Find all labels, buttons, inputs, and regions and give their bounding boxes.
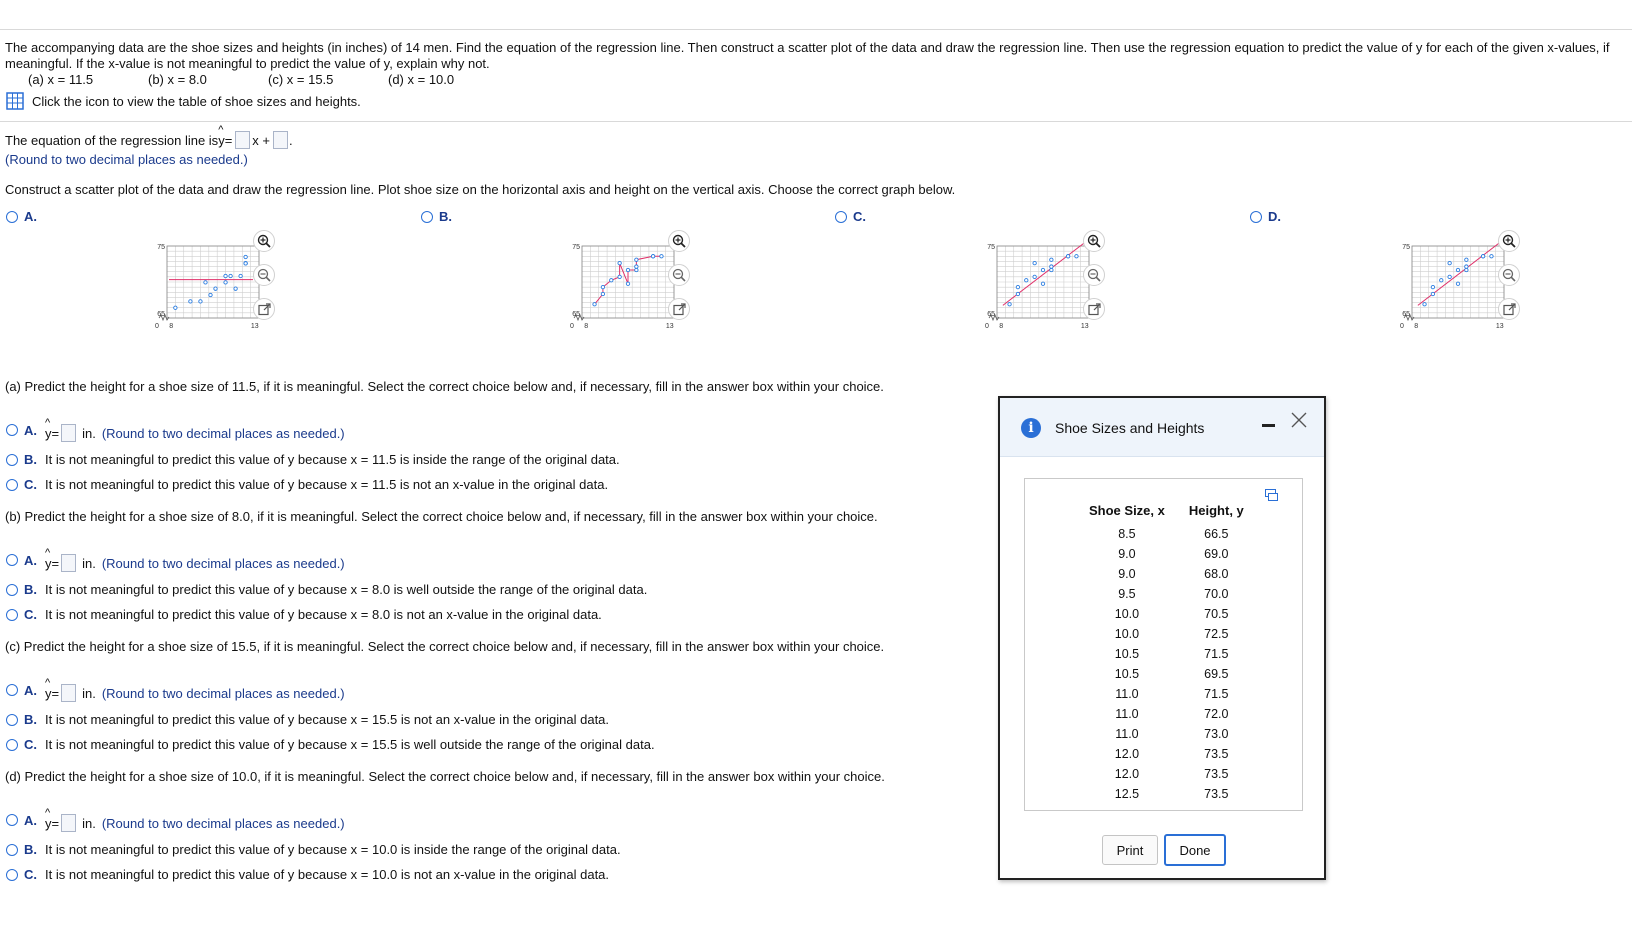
option-letter-a: A. <box>24 209 37 224</box>
question-prompt: (d) Predict the height for a shoe size of 10.0, if it is meaningful. Select the correct choice below and, if necessary, fill in the answer box within your choice. <box>5 769 885 784</box>
cell-y: 73.5 <box>1204 787 1229 801</box>
tick-label-x0: 0 <box>570 323 574 330</box>
radio-d[interactable] <box>1250 211 1262 223</box>
choice-c-text: It is not meaningful to predict this value of y because x = 10.0 is not an x-value in the original data. <box>45 867 610 882</box>
regression-equation <box>5 131 293 149</box>
option-letter-d: D. <box>1268 209 1281 224</box>
regression-yhat: ^ y <box>218 133 225 148</box>
question-prompt: (b) Predict the height for a shoe size of 8.0, if it is meaningful. Select the correct choice below and, if necessary, fill in the answer box within your choice. <box>5 509 878 524</box>
table-row <box>1077 684 1256 704</box>
data-point <box>1016 285 1019 288</box>
col-header-x: Shoe Size, x <box>1089 503 1165 518</box>
choice-c[interactable] <box>6 607 602 622</box>
cell-y: 73.5 <box>1204 767 1229 781</box>
data-point <box>635 258 638 261</box>
data-point <box>635 268 638 271</box>
data-point <box>1041 268 1044 271</box>
choice-a[interactable] <box>6 418 345 442</box>
choice-c-radio[interactable] <box>6 479 18 491</box>
table-link-row[interactable] <box>6 92 361 110</box>
cell-x: 10.0 <box>1114 627 1140 641</box>
choice-c[interactable] <box>6 477 608 492</box>
data-point <box>1456 268 1459 271</box>
tick-label-ymax: 75 <box>987 244 995 251</box>
choice-c[interactable] <box>6 867 609 882</box>
table-row <box>1077 764 1256 784</box>
choice-a-eq: = <box>51 685 60 701</box>
question-prompt: (a) Predict the height for a shoe size of 11.5, if it is meaningful. Select the correct choice below and, if necessary, fill in the answer box within your choice. <box>5 379 884 394</box>
data-point <box>204 281 207 284</box>
data-point <box>1025 279 1028 282</box>
cell-x: 11.0 <box>1115 727 1139 741</box>
answer-input[interactable] <box>61 684 76 702</box>
section-divider <box>0 121 1632 122</box>
data-point <box>601 285 604 288</box>
scatter-prompt: Construct a scatter plot of the data and draw the regression line. Plot shoe size on the horizontal axis and height on the vertical axis. Choose the correct graph below. <box>5 182 956 197</box>
cell-x: 11.0 <box>1115 707 1139 721</box>
data-point <box>660 255 663 258</box>
choice-a-letter: A. <box>24 552 37 568</box>
choice-a[interactable] <box>6 678 345 702</box>
cell-x: 12.0 <box>1114 767 1140 781</box>
data-point <box>1465 265 1468 268</box>
data-point <box>635 265 638 268</box>
answer-input[interactable] <box>61 424 76 442</box>
choice-b-letter: B. <box>24 712 37 727</box>
regression-prefix: The equation of the regression line is <box>5 132 219 148</box>
data-point <box>1033 261 1036 264</box>
choice-a-letter: A. <box>24 422 37 438</box>
choice-b-letter: B. <box>24 842 37 857</box>
question-prompt: (c) Predict the height for a shoe size of 15.5, if it is meaningful. Select the correct choice below and, if necessary, fill in the answer box within your choice. <box>5 639 885 654</box>
cell-y: 72.0 <box>1204 707 1229 721</box>
data-point <box>229 274 232 277</box>
choice-b-letter: B. <box>24 582 37 597</box>
close-icon[interactable] <box>1291 412 1307 428</box>
zoom-out-icon[interactable] <box>1083 264 1105 286</box>
choice-c-radio[interactable] <box>6 739 18 751</box>
choice-c-radio[interactable] <box>6 609 18 621</box>
choice-a-radio[interactable] <box>6 554 18 566</box>
choice-b[interactable] <box>6 842 621 857</box>
table-row <box>1077 744 1256 764</box>
choice-a-yhat: ^ y <box>45 556 52 571</box>
table-row <box>1077 644 1256 664</box>
tick-label-ymax: 75 <box>1402 244 1410 251</box>
radio-b[interactable] <box>421 211 433 223</box>
scatter-graph-c <box>970 236 1130 356</box>
data-point <box>1465 268 1468 271</box>
choice-c-letter: C. <box>24 737 37 752</box>
choice-b-text: It is not meaningful to predict this value of y because x = 11.5 is inside the range of the original data. <box>45 452 620 467</box>
tick-label-x13: 13 <box>1495 323 1504 330</box>
choice-a-radio[interactable] <box>6 424 18 436</box>
data-point <box>1075 255 1078 258</box>
choice-a-radio[interactable] <box>6 814 18 826</box>
popout-icon[interactable] <box>253 298 275 320</box>
answer-input[interactable] <box>61 814 76 832</box>
choice-a-hint: (Round to two decimal places as needed.) <box>101 555 345 571</box>
table-row <box>1077 604 1256 624</box>
table-row <box>1077 724 1256 744</box>
tick-label-ymin: 65 <box>987 311 995 318</box>
data-point <box>234 287 237 290</box>
choice-b-text: It is not meaningful to predict this value of y because x = 8.0 is well outside the range of the original data. <box>45 582 648 597</box>
data-point <box>601 292 604 295</box>
choice-a-suffix: in. <box>82 555 96 571</box>
table-row <box>1077 664 1256 684</box>
dialog-table-frame <box>1024 478 1303 811</box>
choice-c-text: It is not meaningful to predict this value of y because x = 11.5 is not an x-value in the original data. <box>45 477 609 492</box>
choice-b-text: It is not meaningful to predict this value of y because x = 10.0 is inside the range of the original data. <box>45 842 621 857</box>
regression-mid: x + <box>252 132 270 148</box>
cell-x: 11.0 <box>1115 687 1139 701</box>
scatter-graph-b <box>555 236 715 356</box>
cell-y: 70.5 <box>1204 607 1229 621</box>
tick-label-x8: 8 <box>169 323 174 330</box>
data-point <box>1016 292 1019 295</box>
cell-y: 71.5 <box>1204 647 1229 661</box>
data-point <box>1465 258 1468 261</box>
tick-label-x13: 13 <box>1080 323 1089 330</box>
dialog-header[interactable] <box>1000 398 1324 457</box>
data-point <box>1431 285 1434 288</box>
tick-label-ymax: 75 <box>157 244 165 251</box>
graph-option-a[interactable] <box>6 209 45 224</box>
cell-y: 70.0 <box>1204 587 1229 601</box>
cell-x: 12.5 <box>1114 787 1140 801</box>
data-point <box>1050 265 1053 268</box>
data-point <box>1008 303 1011 306</box>
choice-a-hint: (Round to two decimal places as needed.) <box>101 815 345 831</box>
tick-label-x0: 0 <box>1400 323 1404 330</box>
tick-label-x13: 13 <box>665 323 674 330</box>
zoom-out-icon[interactable] <box>668 264 690 286</box>
cell-y: 69.5 <box>1204 667 1229 681</box>
tick-label-ymax: 75 <box>572 244 580 251</box>
choice-b-radio[interactable] <box>6 714 18 726</box>
choice-c-radio[interactable] <box>6 869 18 881</box>
choice-c-letter: C. <box>24 867 37 882</box>
radio-a[interactable] <box>6 211 18 223</box>
shoe-height-table <box>1077 503 1256 804</box>
data-point <box>1456 282 1459 285</box>
choice-a-radio[interactable] <box>6 684 18 696</box>
answer-input[interactable] <box>61 554 76 572</box>
choice-b-text: It is not meaningful to predict this value of y because x = 15.5 is not an x-value in the original data. <box>45 712 610 727</box>
cell-x: 9.0 <box>1118 547 1136 561</box>
zoom-in-icon[interactable] <box>1498 230 1520 252</box>
choice-a[interactable] <box>6 548 345 572</box>
choice-c-letter: C. <box>24 607 37 622</box>
cell-x: 10.0 <box>1114 607 1140 621</box>
minimize-icon[interactable] <box>1262 424 1275 427</box>
popout-icon[interactable] <box>1083 298 1105 320</box>
choice-a-letter: A. <box>24 812 37 828</box>
data-point <box>199 300 202 303</box>
cell-x: 10.5 <box>1114 647 1140 661</box>
connect-line <box>595 256 662 304</box>
print-button[interactable]: Print <box>1102 835 1158 865</box>
cell-x: 9.0 <box>1118 567 1136 581</box>
choice-a-yhat: ^ y <box>45 686 52 701</box>
data-point <box>224 274 227 277</box>
data-point <box>618 261 621 264</box>
zoom-out-icon[interactable] <box>1498 264 1520 286</box>
value-a: (a) x = 11.5 <box>28 72 94 87</box>
table-row <box>1077 524 1256 544</box>
top-divider <box>0 29 1632 30</box>
table-row <box>1077 544 1256 564</box>
table-link-text[interactable]: Click the icon to view the table of shoe sizes and heights. <box>32 93 361 109</box>
tick-label-ymin: 65 <box>572 311 580 318</box>
choice-c-text: It is not meaningful to predict this value of y because x = 8.0 is not an x-value in the original data. <box>45 607 602 622</box>
data-point <box>244 262 247 265</box>
choice-a-letter: A. <box>24 682 37 698</box>
regression-eq: = <box>224 132 233 148</box>
data-point <box>174 306 177 309</box>
zoom-in-icon[interactable] <box>1083 230 1105 252</box>
data-point <box>618 275 621 278</box>
choice-b-radio[interactable] <box>6 844 18 856</box>
tick-label-x8: 8 <box>999 323 1004 330</box>
choice-a-eq: = <box>51 555 60 571</box>
cell-x: 9.5 <box>1118 587 1136 601</box>
cell-y: 73.5 <box>1204 747 1229 761</box>
cell-y: 66.5 <box>1204 527 1229 541</box>
choice-c[interactable] <box>6 737 655 752</box>
choice-b-radio[interactable] <box>6 584 18 596</box>
data-point <box>1448 275 1451 278</box>
table-row <box>1077 704 1256 724</box>
regression-end: . <box>289 132 293 148</box>
zoom-in-icon[interactable] <box>668 230 690 252</box>
data-point <box>224 281 227 284</box>
data-point <box>244 255 247 258</box>
intercept-input[interactable] <box>273 131 288 149</box>
choice-a-suffix: in. <box>82 425 96 441</box>
data-point <box>651 255 654 258</box>
table-row <box>1077 564 1256 584</box>
tick-label-x0: 0 <box>985 323 989 330</box>
cell-y: 71.5 <box>1204 687 1229 701</box>
data-point <box>1490 255 1493 258</box>
cell-y: 73.0 <box>1204 727 1229 741</box>
table-row <box>1077 584 1256 604</box>
data-point <box>626 268 629 271</box>
copy-icon[interactable] <box>1265 489 1278 501</box>
data-point <box>1033 275 1036 278</box>
done-button[interactable]: Done <box>1164 834 1226 866</box>
choice-a-suffix: in. <box>82 685 96 701</box>
data-point <box>209 293 212 296</box>
choice-a-suffix: in. <box>82 815 96 831</box>
choice-a-eq: = <box>51 425 60 441</box>
choice-a-hint: (Round to two decimal places as needed.) <box>101 685 345 701</box>
data-point <box>1050 268 1053 271</box>
data-point <box>1066 255 1069 258</box>
data-point <box>1050 258 1053 261</box>
tick-label-x8: 8 <box>584 323 589 330</box>
value-c: (c) x = 15.5 <box>268 72 334 87</box>
col-header-y: Height, y <box>1188 503 1244 518</box>
data-point <box>626 282 629 285</box>
scatter-graph-a <box>140 236 300 356</box>
option-letter-c: C. <box>853 209 866 224</box>
slope-input[interactable] <box>235 131 250 149</box>
choice-a[interactable] <box>6 808 345 832</box>
choice-c-letter: C. <box>24 477 37 492</box>
table-icon[interactable] <box>6 92 24 110</box>
regression-hint: (Round to two decimal places as needed.) <box>5 152 248 167</box>
choice-b-radio[interactable] <box>6 454 18 466</box>
scatter-graph-d <box>1385 236 1545 356</box>
choice-b[interactable] <box>6 452 620 467</box>
value-d: (d) x = 10.0 <box>388 72 455 87</box>
data-point <box>189 300 192 303</box>
choice-a-hint: (Round to two decimal places as needed.) <box>101 425 345 441</box>
choice-a-eq: = <box>51 815 60 831</box>
choice-b[interactable] <box>6 582 647 597</box>
cell-y: 69.0 <box>1204 547 1229 561</box>
value-b: (b) x = 8.0 <box>148 72 207 87</box>
tick-label-x0: 0 <box>155 323 159 330</box>
data-table-dialog <box>998 396 1326 880</box>
choice-b-letter: B. <box>24 452 37 467</box>
info-icon: i <box>1021 418 1041 438</box>
tick-label-ymin: 65 <box>157 311 165 318</box>
tick-label-x13: 13 <box>250 323 259 330</box>
tick-label-x8: 8 <box>1414 323 1419 330</box>
data-point <box>1423 303 1426 306</box>
data-point <box>239 274 242 277</box>
radio-c[interactable] <box>835 211 847 223</box>
data-point <box>1440 279 1443 282</box>
zoom-out-icon[interactable] <box>253 264 275 286</box>
problem-text-line1: The accompanying data are the shoe sizes and heights (in inches) of 14 men. Find the equation of the regression line. Then construct a scatter plot of the data and draw the regression line. Then use the regression equation to predict the value of y for each of the given x-values, if <box>5 40 1610 55</box>
choice-a-yhat: ^ y <box>45 426 52 441</box>
cell-y: 72.5 <box>1204 627 1229 641</box>
cell-y: 68.0 <box>1204 567 1229 581</box>
graph-option-d[interactable] <box>1250 209 1289 224</box>
problem-text-line2: meaningful. If the x-value is not meaningful to predict the value of y, explain why not. <box>5 56 490 71</box>
cell-x: 12.0 <box>1114 747 1140 761</box>
choice-a-yhat: ^ y <box>45 816 52 831</box>
data-point <box>214 287 217 290</box>
choice-b[interactable] <box>6 712 609 727</box>
data-point <box>610 279 613 282</box>
graph-option-b[interactable] <box>421 209 460 224</box>
data-point <box>1481 255 1484 258</box>
data-point <box>593 303 596 306</box>
graph-option-c[interactable] <box>835 209 874 224</box>
data-point <box>1448 261 1451 264</box>
table-row <box>1077 624 1256 644</box>
data-point <box>1431 292 1434 295</box>
cell-x: 10.5 <box>1114 667 1140 681</box>
choice-c-text: It is not meaningful to predict this value of y because x = 15.5 is well outside the range of the original data. <box>45 737 655 752</box>
dialog-title: Shoe Sizes and Heights <box>1055 420 1205 436</box>
zoom-in-icon[interactable] <box>253 230 275 252</box>
tick-label-ymin: 65 <box>1402 311 1410 318</box>
data-point <box>1041 282 1044 285</box>
option-letter-b: B. <box>439 209 452 224</box>
cell-x: 8.5 <box>1118 527 1136 541</box>
table-row <box>1077 784 1256 804</box>
popout-icon[interactable] <box>668 298 690 320</box>
popout-icon[interactable] <box>1498 298 1520 320</box>
